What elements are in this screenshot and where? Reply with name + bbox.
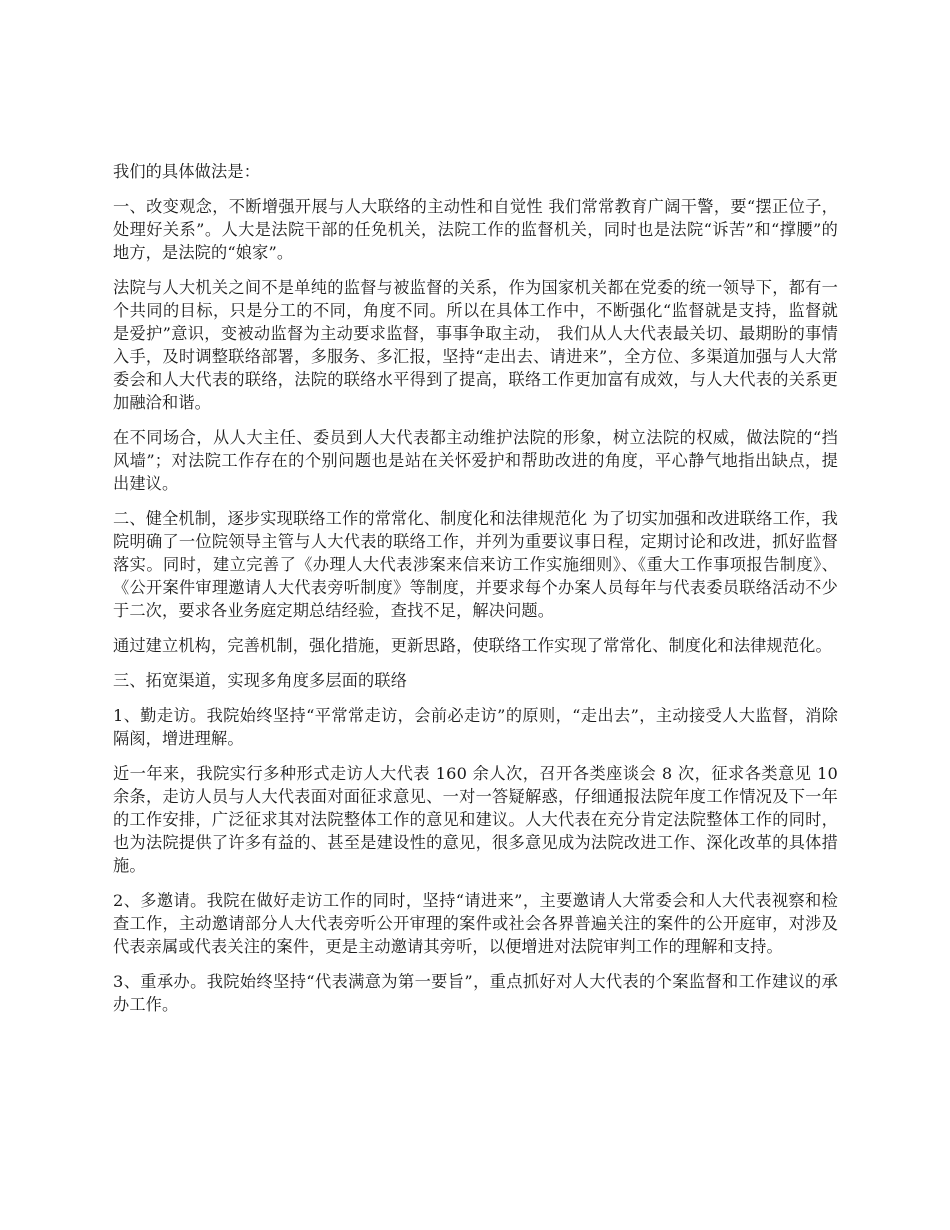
paragraph-section-1: 一、改变观念，不断增强开展与人大联络的主动性和自觉性 我们常常教育广阔干警，要“摆正位子，处理好关系”。人大是法院干部的任免机关，法院工作的监督机关，同时也是法院“诉苦”和“撑腰”的地方，是法院的“娘家”。	[113, 197, 838, 262]
paragraph-item-1: 1、勤走访。我院始终坚持“平常常走访，会前必走访”的原则，“走出去”，主动接受人大监督，消除隔阂，增进理解。	[113, 706, 838, 748]
paragraph-item-3: 3、重承办。我院始终坚持“代表满意为第一要旨”，重点抓好对人大代表的个案监督和工作建议的承办工作。	[113, 972, 838, 1014]
paragraph: 在不同场合，从人大主任、委员到人大代表都主动维护法院的形象，树立法院的权威，做法院的“挡风墙”；对法院工作存在的个别问题也是站在关怀爱护和帮助改进的角度，平心静气地指出缺点，提出建议。	[113, 428, 838, 493]
document-body	[113, 160, 838, 1028]
paragraph-section-3: 三、拓宽渠道，实现多角度多层面的联络	[113, 671, 408, 690]
paragraph: 近一年来，我院实行多种形式走访人大代表 160 余人次，召开各类座谈会 8 次，征求各类意见 10 余条，走访人员与人大代表面对面征求意见、一对一答疑解惑，仔细通报法院年度工作情况及下一年的工作安排，广泛征求其对法院整体工作的意见和建议。人大代表在充分肯定法院整体工作的同时，也为法院提供了许多有益的、甚至是建设性的意见，很多意见成为法院改进工作、深化改革的具体措施。	[113, 764, 838, 875]
paragraph: 法院与人大机关之间不是单纯的监督与被监督的关系，作为国家机关都在党委的统一领导下，都有一个共同的目标，只是分工的不同，角度不同。所以在具体工作中，不断强化“监督就是支持，监督就是爱护”意识，变被动监督为主动要求监督，事事争取主动， 我们从人大代表最关切、最期盼的事情入手，及时调整联络部署，多服务、多汇报，坚持“走出去、请进来”，全方位、多渠道加强与人大常委会和人大代表的联络，法院的联络水平得到了提高，联络工作更加富有成效，与人大代表的关系更加融洽和谐。	[113, 278, 838, 412]
paragraph-section-2: 二、健全机制，逐步实现联络工作的常常化、制度化和法律规范化 为了切实加强和改进联络工作，我院明确了一位院领导主管与人大代表的联络工作，并列为重要议事日程，定期讨论和改进，抓好监督落实。同时，建立完善了《办理人大代表涉案来信来访工作实施细则》、《重大工作事项报告制度》、《公开案件审理邀请人大代表旁听制度》等制度，并要求每个办案人员每年与代表委员联络活动不少于二次，要求各业务庭定期总结经验，查找不足，解决问题。	[113, 509, 838, 620]
paragraph-intro: 我们的具体做法是：	[113, 162, 261, 181]
paragraph-item-2: 2、多邀请。我院在做好走访工作的同时，坚持“请进来”，主要邀请人大常委会和人大代表视察和检查工作，主动邀请部分人大代表旁听公开审理的案件或社会各界普遍关注的案件的公开庭审，对涉及代表亲属或代表关注的案件，更是主动邀请其旁听，以便增进对法院审判工作的理解和支持。	[113, 891, 838, 956]
paragraph: 通过建立机构，完善机制，强化措施，更新思路，使联络工作实现了常常化、制度化和法律规范化。	[113, 636, 832, 655]
